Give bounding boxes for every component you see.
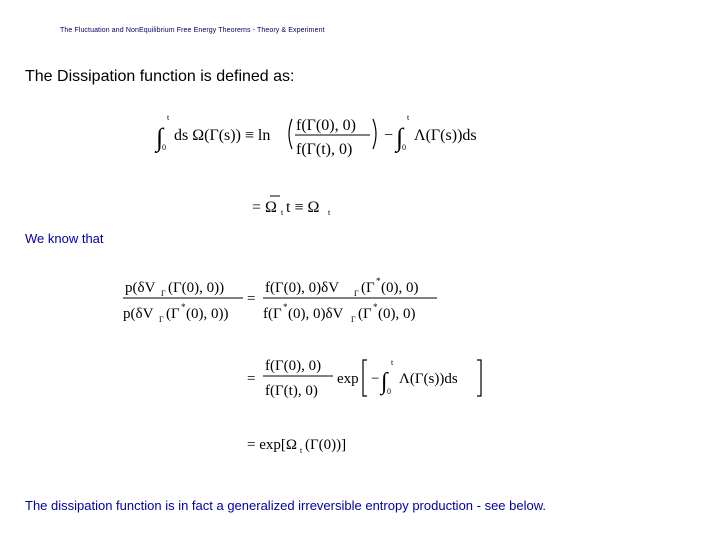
svg-text:f(Γ(t), 0): f(Γ(t), 0)	[296, 141, 353, 158]
svg-text:(Γ(0), 0)): (Γ(0), 0))	[168, 280, 225, 296]
svg-text:exp: exp	[337, 371, 359, 387]
slide-header: The Fluctuation and NonEquilibrium Free Energy Theorems - Theory & Experiment	[60, 27, 325, 34]
svg-text:*: *	[373, 302, 378, 312]
svg-text:−: −	[384, 127, 394, 144]
svg-text:t: t	[300, 446, 303, 455]
svg-text:Γ: Γ	[354, 289, 359, 298]
dissipation-function-definition	[150, 108, 510, 220]
svg-text:(0), 0)δV: (0), 0)δV	[288, 306, 344, 322]
svg-text:Γ: Γ	[159, 315, 164, 324]
svg-text:(0), 0)): (0), 0))	[186, 306, 229, 322]
svg-text:p(δV: p(δV	[125, 280, 156, 296]
svg-text:∫: ∫	[396, 123, 404, 152]
svg-text:t: t	[167, 113, 170, 122]
svg-text:p(δV: p(δV	[123, 306, 154, 322]
svg-text:f(Γ(0), 0): f(Γ(0), 0)	[296, 117, 356, 134]
intro-text: The Dissipation function is defined as:	[25, 68, 295, 85]
svg-text:=: =	[247, 371, 256, 387]
svg-text:∫: ∫	[381, 369, 388, 395]
svg-text:*: *	[283, 302, 288, 312]
svg-text:t: t	[407, 113, 410, 122]
svg-text:(Γ: (Γ	[166, 306, 180, 322]
svg-text:(Γ: (Γ	[361, 280, 375, 296]
svg-text:f(Γ: f(Γ	[263, 306, 282, 322]
svg-text:Λ(Γ(s))ds: Λ(Γ(s))ds	[399, 371, 458, 387]
note-text: We know that	[25, 231, 104, 246]
svg-text:*: *	[181, 302, 186, 312]
svg-text:t: t	[281, 208, 284, 217]
probability-ratio-equation	[115, 272, 515, 462]
svg-text:(Γ(0))]: (Γ(0))]	[305, 437, 347, 453]
svg-text:∫: ∫	[156, 123, 164, 152]
svg-text:(0), 0): (0), 0)	[381, 280, 419, 296]
svg-text:0: 0	[402, 143, 406, 152]
svg-text:=: =	[247, 291, 256, 307]
svg-text:= exp[Ω: = exp[Ω	[247, 437, 298, 453]
svg-text:t: t	[328, 208, 331, 217]
svg-text:0: 0	[162, 143, 166, 152]
svg-text:−: −	[371, 371, 380, 387]
svg-text:Λ(Γ(s))ds: Λ(Γ(s))ds	[414, 127, 477, 144]
conclusion-text: The dissipation function is in fact a generalized irreversible entropy production - see below.	[25, 498, 547, 513]
svg-text:f(Γ(0), 0)δV: f(Γ(0), 0)δV	[265, 280, 340, 296]
svg-text:Γ: Γ	[351, 315, 356, 324]
svg-text:f(Γ(0), 0): f(Γ(0), 0)	[265, 358, 322, 374]
svg-text:(0), 0): (0), 0)	[378, 306, 416, 322]
svg-text:t: t	[391, 358, 394, 367]
svg-text:t ≡ Ω: t ≡ Ω	[286, 199, 320, 216]
svg-text:f(Γ(t), 0): f(Γ(t), 0)	[265, 383, 318, 399]
svg-text:(Γ: (Γ	[358, 306, 372, 322]
svg-text:0: 0	[387, 387, 391, 396]
svg-text:*: *	[376, 276, 381, 286]
svg-text:Γ: Γ	[161, 289, 166, 298]
svg-text:ds Ω(Γ(s)) ≡ ln: ds Ω(Γ(s)) ≡ ln	[174, 127, 271, 144]
svg-text:= Ω: = Ω	[252, 199, 277, 216]
